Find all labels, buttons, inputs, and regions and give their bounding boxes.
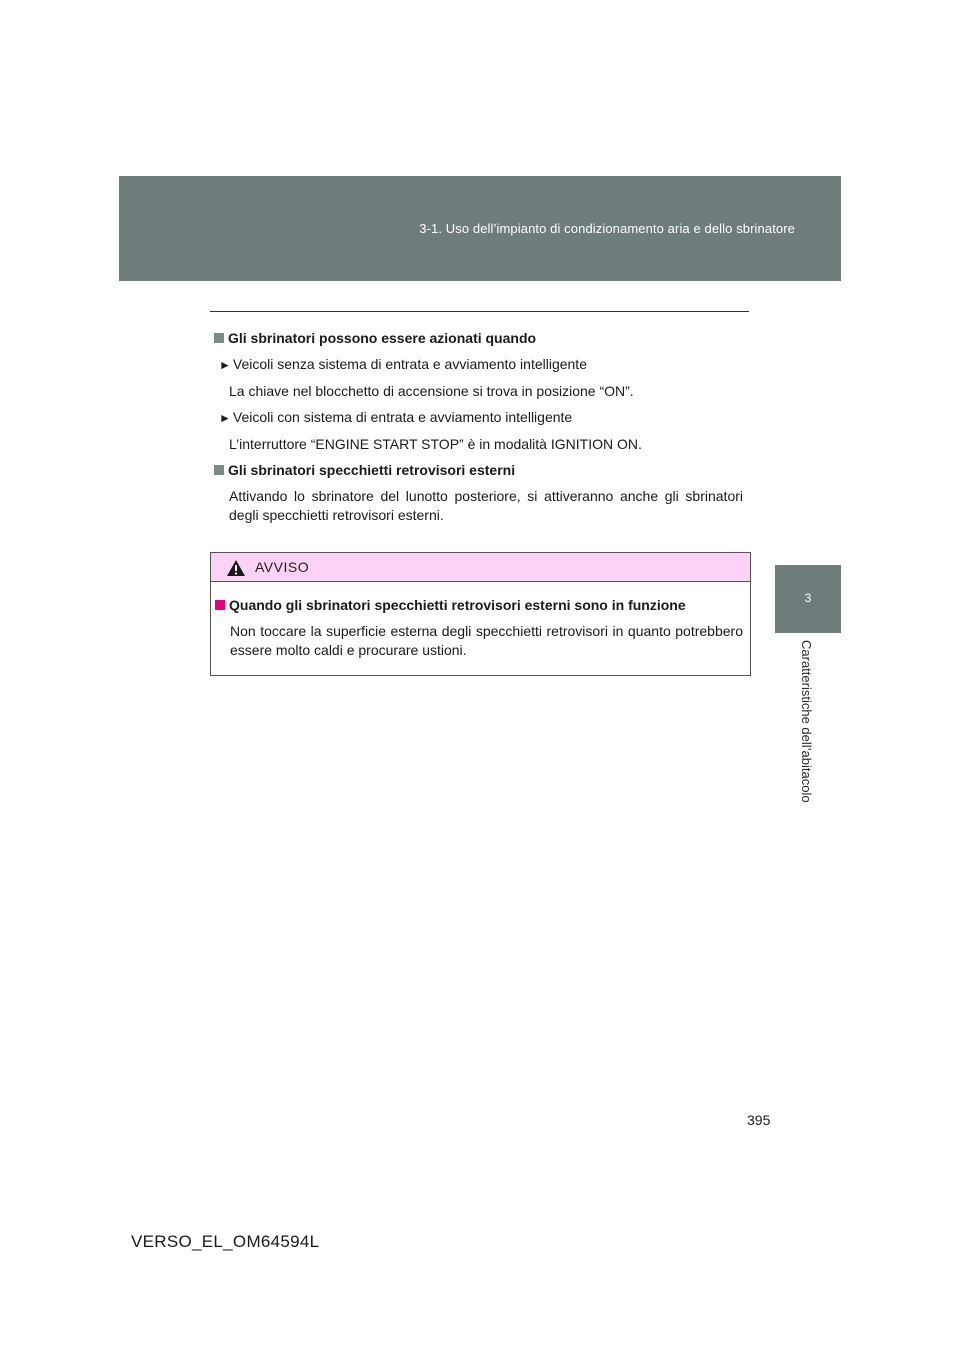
sub-label: Veicoli senza sistema di entrata e avviamento intelligente bbox=[232, 356, 587, 372]
heading-defrosters-operate bbox=[214, 329, 743, 348]
chapter-label: Caratteristiche dell’abitacolo bbox=[799, 640, 814, 803]
sub-item-with-smart-entry bbox=[214, 408, 743, 428]
triangle-arrow-icon: ► bbox=[219, 411, 231, 425]
chapter-number: 3 bbox=[804, 591, 812, 605]
warning-heading-text: Quando gli sbrinatori specchietti retrovisori esterni sono in funzione bbox=[229, 597, 686, 613]
page-number: 395 bbox=[747, 1112, 771, 1128]
warning-heading bbox=[215, 596, 743, 615]
section-title: 3-1. Uso dell’impianto di condizionamento aria e dello sbrinatore bbox=[419, 221, 795, 236]
sub-text-1: La chiave nel blocchetto di accensione si trova in posizione “ON”. bbox=[229, 383, 634, 399]
square-bullet-icon bbox=[214, 333, 224, 343]
top-divider bbox=[210, 311, 749, 312]
chapter-tab bbox=[775, 565, 841, 633]
warning-box bbox=[210, 552, 751, 676]
sub-item-without-smart-entry bbox=[214, 355, 743, 375]
sub-label: Veicoli con sistema di entrata e avviamento intelligente bbox=[232, 409, 573, 425]
heading-mirror-defrosters bbox=[214, 461, 743, 480]
sub-text-2: L’interruttore “ENGINE START STOP” è in modalità IGNITION ON. bbox=[229, 436, 642, 452]
main-content bbox=[214, 329, 743, 525]
document-code: VERSO_EL_OM64594L bbox=[131, 1232, 320, 1251]
warning-text: Non toccare la superficie esterna degli specchietti retrovisori in quanto potrebbero essere molto caldi e procurare ustioni. bbox=[230, 623, 743, 658]
header-band bbox=[119, 176, 841, 281]
paragraph-mirror-defrosters: Attivando lo sbrinatore del lunotto posteriore, si attiveranno anche gli sbrinatori degli specchietti retrovisori esterni. bbox=[229, 488, 743, 523]
chapter-label-container bbox=[800, 640, 814, 826]
square-bullet-icon bbox=[214, 465, 224, 475]
heading-text: Gli sbrinatori possono essere azionati quando bbox=[228, 330, 537, 346]
warning-header bbox=[211, 553, 750, 582]
square-bullet-icon bbox=[215, 600, 225, 610]
warning-title: AVVISO bbox=[255, 559, 310, 575]
triangle-arrow-icon: ► bbox=[219, 358, 231, 372]
warning-triangle-icon bbox=[226, 559, 246, 577]
heading-text: Gli sbrinatori specchietti retrovisori esterni bbox=[228, 462, 516, 478]
warning-body bbox=[215, 596, 743, 660]
